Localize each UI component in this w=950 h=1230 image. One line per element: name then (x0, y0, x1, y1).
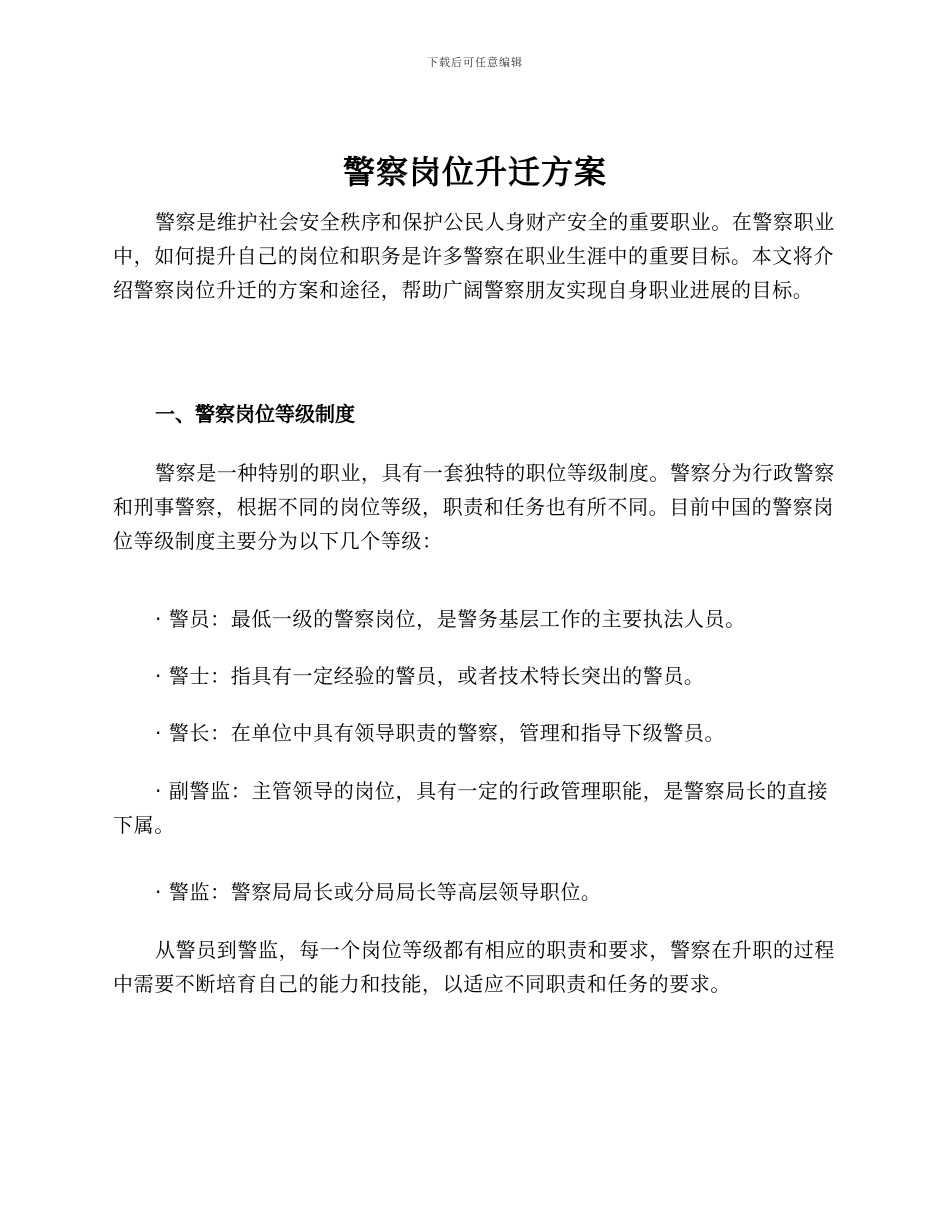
rank-list-item: · 警士：指具有一定经验的警员，或者技术特长突出的警员。 (155, 664, 705, 688)
section-paragraph: 警察是一种特别的职业，具有一套独特的职位等级制度。警察分为行政警察和刑事警察，根据不同的岗位等级，职责和任务也有所不同。目前中国的警察岗位等级制度主要分为以下几个等级： (113, 461, 835, 553)
document-title: 警察岗位升迁方案 (342, 153, 607, 191)
rank-list-item: · 警员：最低一级的警察岗位，是警务基层工作的主要执法人员。 (155, 607, 746, 631)
page-header-note: 下载后可任意编辑 (427, 56, 523, 69)
closing-paragraph: 从警员到警监，每一个岗位等级都有相应的职责和要求，警察在升职的过程中需要不断培育自己的能力和技能，以适应不同职责和任务的要求。 (113, 938, 835, 996)
intro-paragraph: 警察是维护社会安全秩序和保护公民人身财产安全的重要职业。在警察职业中，如何提升自己的岗位和职务是许多警察在职业生涯中的重要目标。本文将介绍警察岗位升迁的方案和途径，帮助广阔警察朋友实现自身职业进展的目标。 (113, 210, 835, 302)
rank-list-item: · 副警监：主管领导的岗位，具有一定的行政管理职能，是警察局长的直接下属。 (113, 779, 829, 837)
rank-list-item: · 警长：在单位中具有领导职责的警察，管理和指导下级警员。 (155, 721, 726, 745)
rank-list-item: · 警监：警察局局长或分局局长等高层领导职位。 (155, 880, 602, 904)
section-heading: 一、警察岗位等级制度 (155, 402, 355, 426)
